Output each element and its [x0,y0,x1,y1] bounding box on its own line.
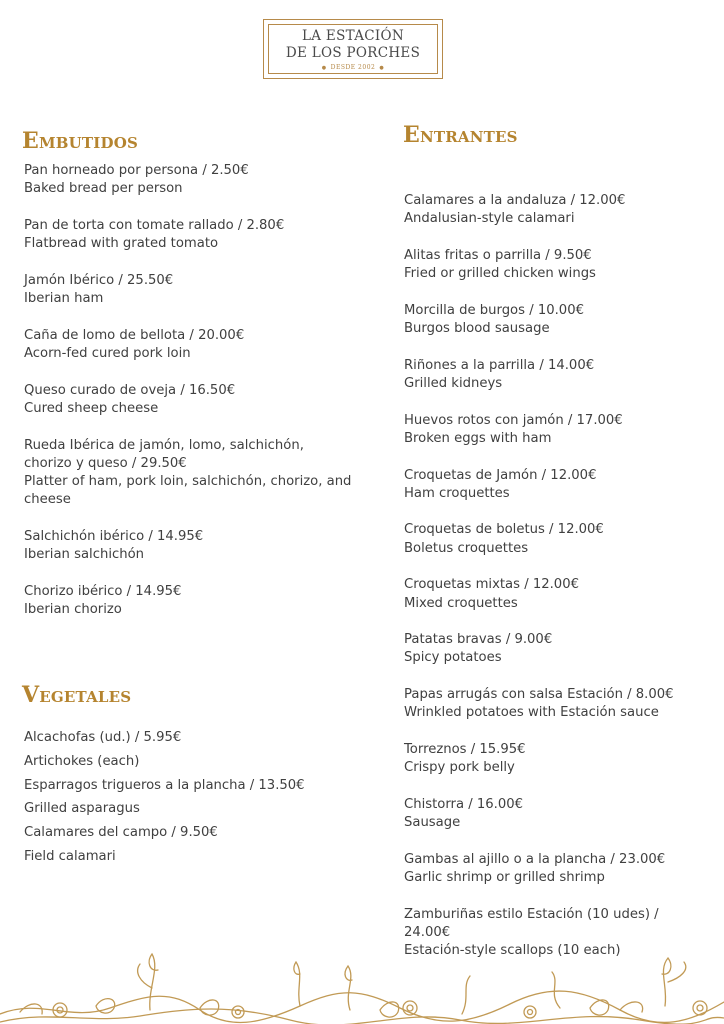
restaurant-logo [263,19,443,79]
logo-since [269,63,437,73]
logo-since-text: DESDE 2002 [330,64,376,71]
item-name: Morcilla de burgos / 10.00€ [404,302,584,318]
item-name: Papas arrugás con salsa Estación / 8.00€ [404,687,674,703]
item-translation: Andalusian-style calamari [404,211,575,227]
menu-item [404,247,704,283]
menu-item [404,576,704,612]
item-name: Pan horneado por persona / 2.50€ [24,163,249,178]
menu-item [404,686,704,722]
item-name: Croquetas de Jamón / 12.00€ [404,467,597,483]
item-name: Zamburiñas estilo Estación (10 udes) / 24.00€ [404,906,659,940]
item-translation: Garlic shrimp or grilled shrimp [404,870,605,886]
menu-item [404,192,704,228]
menu-item [404,467,704,503]
item-translation: Broken eggs with ham [404,430,552,446]
item-translation: Sausage [404,815,461,831]
veg-line: Calamares del campo / 9.50€ [24,825,218,841]
item-name: Croquetas mixtas / 12.00€ [404,577,579,593]
logo-name-line-2: DE LOS PORCHES [285,45,421,61]
item-name: Patatas bravas / 9.00€ [404,632,553,648]
item-translation: Burgos blood sausage [404,321,550,337]
item-name: Caña de lomo de bellota / 20.00€ [24,327,245,343]
entrantes-section-title: Entrantes [403,122,518,148]
item-name: Gambas al ajillo o a la plancha / 23.00€ [404,851,666,867]
menu-item [404,357,704,393]
dot-ornament-icon: ● [379,65,385,71]
item-translation: Crispy pork belly [404,760,515,776]
veg-line: Grilled asparagus [24,801,140,817]
item-translation: Iberian chorizo [24,601,122,617]
item-name: Chistorra / 16.00€ [404,796,524,812]
menu-item [24,272,354,308]
menu-item [24,583,354,619]
item-translation: Fried or grilled chicken wings [404,266,596,282]
menu-item [404,412,704,448]
menu-item [24,437,354,510]
item-translation: Spicy potatoes [404,650,502,666]
veg-line: Field calamari [24,848,116,864]
item-translation: Estación-style scallops (10 each) [404,943,621,959]
item-translation: Wrinkled potatoes with Estación sauce [404,705,659,721]
item-translation: Flatbread with grated tomato [24,236,219,252]
floral-ornament [0,948,724,1024]
veg-line: Alcachofas (ud.) / 5.95€ [24,730,182,745]
embutidos-section-title: Embutidos [22,128,139,154]
veg-line: Esparragos trigueros a la plancha / 13.50€ [24,777,305,793]
item-name: Salchichón ibérico / 14.95€ [24,528,204,544]
item-translation: Iberian ham [24,291,104,307]
menu-item [24,327,354,363]
embutidos-list [24,162,354,638]
item-name: Riñones a la parrilla / 14.00€ [404,357,595,373]
item-name: Rueda Ibérica de jamón, lomo, salchichón, chorizo y queso / 29.50€ [24,437,304,471]
menu-item [24,382,354,418]
veg-line: Artichokes (each) [24,753,140,769]
menu-item [404,796,704,832]
menu-item [24,217,354,253]
item-translation: Grilled kidneys [404,375,503,391]
item-name: Queso curado de oveja / 16.50€ [24,382,236,398]
item-name: Alitas fritas o parrilla / 9.50€ [404,247,592,263]
vegetales-list [24,726,354,869]
item-name: Huevos rotos con jamón / 17.00€ [404,412,623,428]
dot-ornament-icon: ● [321,65,327,71]
item-name: Croquetas de boletus / 12.00€ [404,522,604,538]
item-name: Torreznos / 15.95€ [404,742,526,758]
menu-item [404,302,704,338]
entrantes-list [404,192,704,979]
item-translation: Iberian salchichón [24,547,145,563]
logo-inner-frame [268,24,438,74]
menu-item [24,528,354,564]
menu-item [404,741,704,777]
item-translation: Boletus croquettes [404,540,529,556]
item-name: Calamares a la andaluza / 12.00€ [404,193,626,208]
item-translation: Baked bread per person [24,181,183,197]
item-translation: Ham croquettes [404,485,510,501]
logo-name-line-1: LA ESTACIÓN [302,28,404,44]
item-name: Pan de torta con tomate rallado / 2.80€ [24,217,285,233]
item-translation: Cured sheep cheese [24,400,159,416]
menu-item [404,631,704,667]
menu-item [24,162,354,198]
vegetales-section-title: Vegetales [22,682,132,708]
item-name: Jamón Ibérico / 25.50€ [24,272,174,288]
item-name: Chorizo ibérico / 14.95€ [24,583,182,599]
item-translation: Acorn-fed cured pork loin [24,345,191,361]
menu-item [404,521,704,557]
item-translation: Platter of ham, pork loin, salchichón, chorizo, and cheese [24,473,352,508]
menu-item [404,851,704,887]
item-translation: Mixed croquettes [404,595,518,611]
